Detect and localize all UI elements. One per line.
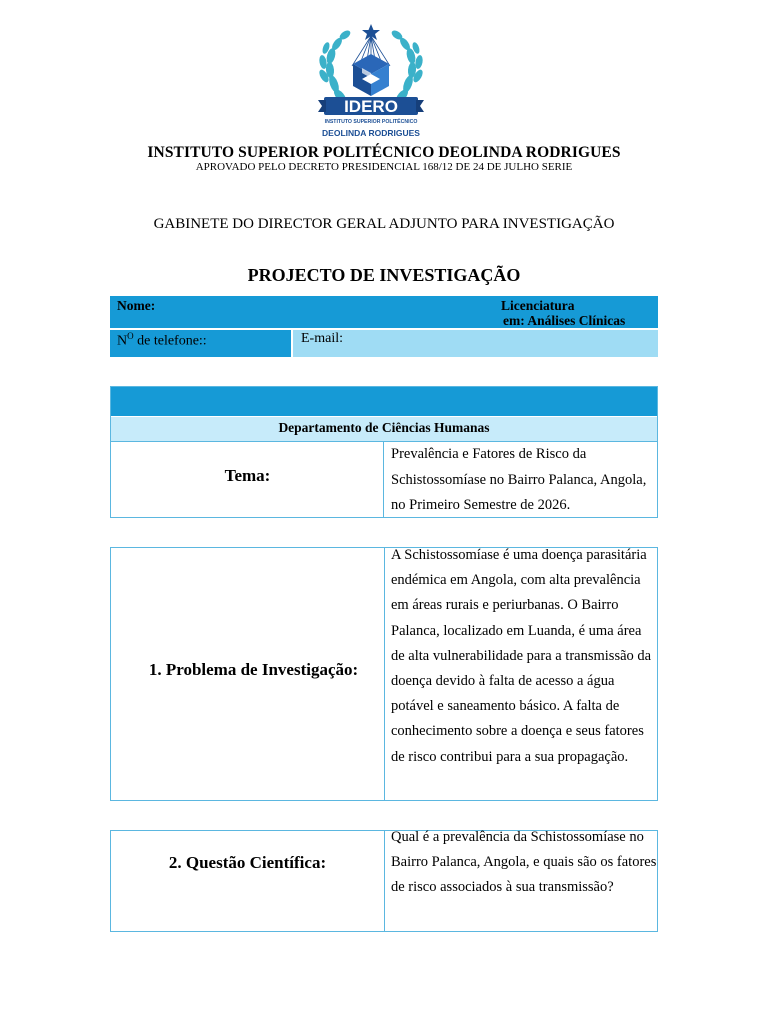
research-problem-table bbox=[110, 547, 658, 801]
cabinet-title: GABINETE DO DIRECTOR GERAL ADJUNTO PARA INVESTIGAÇÃO bbox=[153, 216, 615, 232]
degree-line-2: em: Análises Clínicas bbox=[503, 313, 626, 328]
department-row: Departamento de Ciências Humanas bbox=[111, 416, 657, 442]
info-header-row bbox=[110, 296, 658, 330]
theme-table-header-band bbox=[111, 387, 657, 416]
institution-logo bbox=[316, 22, 426, 140]
logo-name: DEOLINDA RODRIGUES bbox=[322, 128, 420, 138]
research-problem-text: A Schistossomíase é uma doença parasitária endémica em Angola, com alta prevalência em áreas rurais e periurbanas. O Bairro Palanca, localizado em Luanda, é uma área de alta vulnerabilidade para a transmissão da doença devido à falta de acesso a água potável e saneamento básico. A falta de conhecimento sobre a doença e seus fatores de risco contribui para a sua propagação. bbox=[391, 547, 652, 765]
phone-label-prefix: N bbox=[117, 333, 128, 349]
theme-label-cell bbox=[111, 442, 384, 517]
theme-text: Prevalência e Fatores de Risco da Schistossomíase no Bairro Palanca, Angola, no Primeiro Semestre de 2026. bbox=[391, 446, 647, 513]
decree-line: APROVADO PELO DECRETO PRESIDENCIAL 168/12 DE 24 DE JULHO SERIE bbox=[195, 161, 573, 173]
cube-icon bbox=[353, 54, 389, 96]
project-title: PROJECTO DE INVESTIGAÇÃO bbox=[247, 265, 521, 285]
phone-cell bbox=[110, 330, 293, 357]
phone-label-rest: de telefone:: bbox=[133, 333, 207, 349]
email-label: E-mail: bbox=[301, 331, 343, 346]
degree-line-1: Licenciatura bbox=[501, 298, 575, 313]
theme-table bbox=[110, 386, 658, 518]
student-info-table bbox=[110, 296, 658, 357]
logo-banner-text: IDERO bbox=[344, 97, 398, 116]
phone-label-sup: O bbox=[127, 331, 134, 341]
column-divider bbox=[384, 548, 385, 800]
institution-name: INSTITUTO SUPERIOR POLITÉCNICO DEOLINDA RODRIGUES bbox=[147, 144, 621, 161]
scientific-question-table bbox=[110, 830, 658, 932]
column-divider bbox=[384, 831, 385, 931]
scientific-question-text: Qual é a prevalência da Schistossomíase no Bairro Palanca, Angola, e quais são os fatores de risco associados à sua transmissão? bbox=[391, 829, 657, 896]
phone-label bbox=[117, 331, 207, 350]
theme-label: Tema: bbox=[224, 466, 271, 485]
research-problem-label: 1. Problema de Investigação: bbox=[148, 660, 359, 679]
degree-label bbox=[501, 298, 625, 328]
email-cell bbox=[293, 330, 658, 357]
scientific-question-label: 2. Questão Científica: bbox=[168, 853, 327, 872]
name-label: Nome: bbox=[117, 298, 156, 313]
logo-subtitle: INSTITUTO SUPERIOR POLITÉCNICO bbox=[324, 119, 418, 125]
